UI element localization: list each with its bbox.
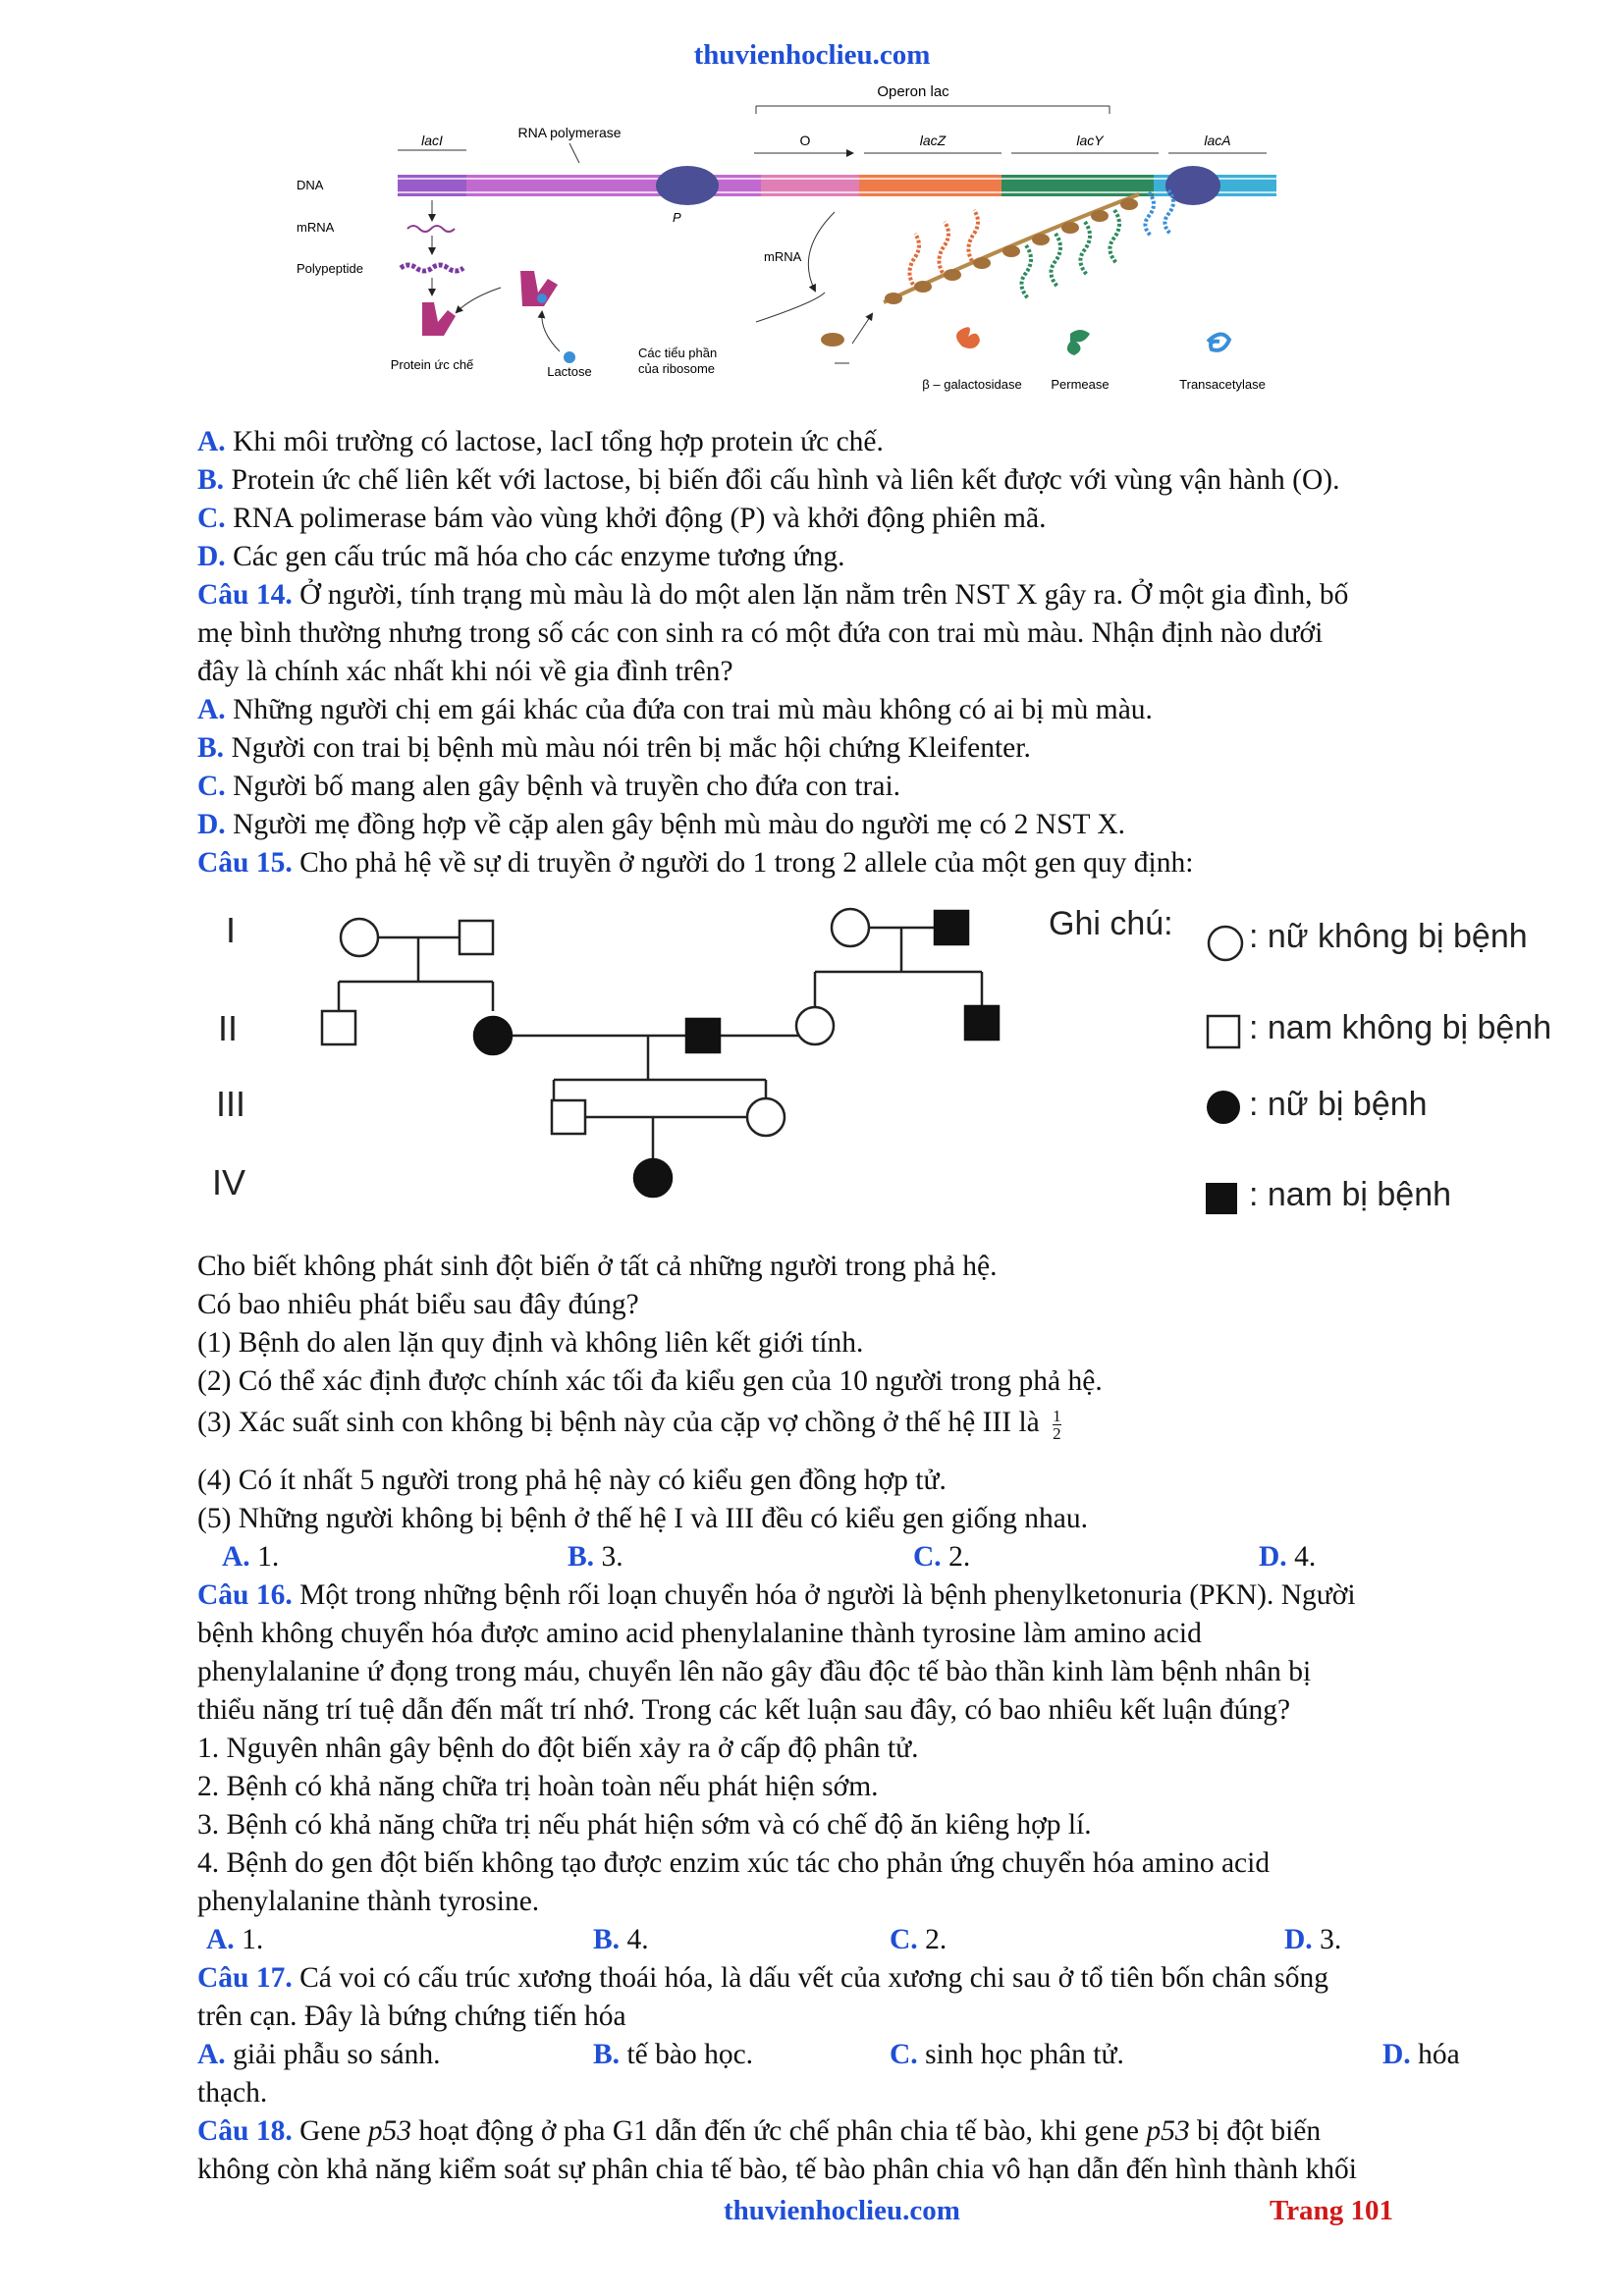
i2-male-unaffected bbox=[460, 921, 493, 954]
gen-label-iv: IV bbox=[212, 1162, 246, 1202]
ii3-male-affected bbox=[686, 1019, 720, 1052]
q16-stem-3: phenylalanine ứ đọng trong máu, chuyển lên não gây đầu độc tế bào thần kinh làm bệnh nhân bị bbox=[197, 1656, 1312, 1687]
q14-option-d: D. Người mẹ đồng hợp về cặp alen gây bệnh mù màu do người mẹ có 2 NST X. bbox=[197, 809, 1126, 840]
polypeptide-label: Polypeptide bbox=[297, 261, 363, 276]
q13-option-a: A. Khi môi trường có lactose, lacI tổng hợp protein ức chế. bbox=[197, 426, 884, 457]
rna-polymerase-shape bbox=[656, 166, 719, 205]
footer-page-number: Trang 101 bbox=[1270, 2195, 1393, 2226]
q15-statement-1: (1) Bệnh do alen lặn quy định và không liên kết giới tính. bbox=[197, 1327, 864, 1359]
gen-label-i: I bbox=[226, 910, 237, 950]
ribosome-label-1: Các tiểu phần bbox=[638, 346, 718, 360]
laca-label: lacA bbox=[1204, 133, 1231, 148]
q15-statement-5: (5) Những người không bị bệnh ở thế hệ I và III đều có kiểu gen giống nhau. bbox=[197, 1503, 1088, 1534]
q15-line-2: Có bao nhiêu phát biểu sau đây đúng? bbox=[197, 1289, 639, 1320]
operon-lac-figure bbox=[285, 77, 1384, 410]
ii2-female-affected bbox=[474, 1017, 512, 1054]
footer-site: thuvienhoclieu.com bbox=[724, 2195, 960, 2226]
legend-female-affected: : nữ bị bệnh bbox=[1249, 1086, 1428, 1123]
lacy-label: lacY bbox=[1076, 133, 1104, 148]
q16-stem-2: bệnh không chuyển hóa được amino acid phenylalanine thành tyrosine làm amino acid bbox=[197, 1618, 1202, 1649]
lacz-label: lacZ bbox=[919, 133, 947, 148]
permease-label: Permease bbox=[1051, 377, 1110, 392]
q15-answer-a: A. 1. bbox=[222, 1541, 280, 1573]
i4-male-affected bbox=[935, 911, 968, 944]
q17-answer-b: B. tế bào học. bbox=[593, 2039, 754, 2070]
q16-stem-1: Câu 16. Một trong những bệnh rối loạn chuyển hóa ở người là bệnh phenylketonuria (PKN). Người bbox=[197, 1579, 1356, 1611]
q18-stem-2: không còn khả năng kiểm soát sự phân chia tế bào, tế bào phân chia vô hạn dẫn đến hình thành khối bbox=[197, 2154, 1357, 2185]
q14-stem-3: đây là chính xác nhất khi nói về gia đình trên? bbox=[197, 656, 733, 687]
mrna-left-label: mRNA bbox=[297, 220, 335, 235]
q15-stem: Câu 15. Cho phả hệ về sự di truyền ở người do 1 trong 2 allele của một gen quy định: bbox=[197, 847, 1194, 879]
q16-conclusion-4-cont: phenylalanine thành tyrosine. bbox=[197, 1886, 540, 1917]
q14-stem-1: Câu 14. Ở người, tính trạng mù màu là do một alen lặn nằm trên NST X gây ra. Ở một gia đình, bố bbox=[197, 579, 1349, 611]
iv1-female-affected bbox=[634, 1159, 672, 1197]
i1-female-unaffected bbox=[341, 919, 378, 956]
legend-female-affected-icon bbox=[1207, 1091, 1240, 1124]
lactose-shape bbox=[564, 351, 575, 363]
q16-answer-d: D. 3. bbox=[1284, 1924, 1342, 1955]
q16-answer-a: A. 1. bbox=[206, 1924, 264, 1955]
ribosome-subunit-shape bbox=[821, 333, 844, 347]
ii5-male-affected bbox=[965, 1006, 999, 1040]
ii1-male-unaffected bbox=[322, 1011, 355, 1044]
fraction-one-half: $\frac{1}{2}$ bbox=[1053, 1406, 1061, 1443]
lactose-label: Lactose bbox=[547, 364, 592, 379]
gen-label-iii: III bbox=[216, 1084, 246, 1124]
q16-stem-4: thiểu năng trí tuệ dẫn đến mất trí nhớ. Trong các kết luận sau đây, có bao nhiêu kết luận đúng? bbox=[197, 1694, 1291, 1726]
q13-option-d: D. Các gen cấu trúc mã hóa cho các enzyme tương ứng. bbox=[197, 541, 845, 572]
q17-answer-c: C. sinh học phân tử. bbox=[890, 2039, 1124, 2070]
legend-female-unaffected: : nữ không bị bệnh bbox=[1249, 918, 1528, 955]
operon-title: Operon lac bbox=[877, 83, 949, 100]
q16-conclusion-2: 2. Bệnh có khả năng chữa trị hoàn toàn nếu phát hiện sớm. bbox=[197, 1771, 879, 1802]
q16-conclusion-4: 4. Bệnh do gen đột biến không tạo được enzim xúc tác cho phản ứng chuyển hóa amino acid bbox=[197, 1847, 1271, 1879]
legend-female-unaffected-icon bbox=[1209, 927, 1242, 960]
pedigree-chart bbox=[196, 883, 1620, 1227]
rna-polymerase-label: RNA polymerase bbox=[517, 125, 622, 140]
ribosome-label-2: của ribosome bbox=[638, 361, 716, 376]
q14-option-b: B. Người con trai bị bệnh mù màu nói trên bị mắc hội chứng Kleifenter. bbox=[197, 732, 1031, 764]
legend-male-unaffected: : nam không bị bệnh bbox=[1249, 1009, 1552, 1046]
q15-statement-3: (3) Xác suất sinh con không bị bệnh này của cặp vợ chồng ở thế hệ III là $\frac{1}{2}$ bbox=[197, 1406, 1061, 1443]
header-site: thuvienhoclieu.com bbox=[693, 39, 931, 71]
q15-answer-d: D. 4. bbox=[1259, 1541, 1317, 1573]
q14-option-a: A. Những người chị em gái khác của đứa con trai mù màu không có ai bị mù màu. bbox=[197, 694, 1153, 725]
gen-label-ii: II bbox=[218, 1008, 239, 1048]
q18-stem-1: Câu 18. Gene p53 hoạt động ở pha G1 dẫn đến ức chế phân chia tế bào, khi gene p53 bị đột biến bbox=[197, 2115, 1322, 2147]
q13-option-b: B. Protein ức chế liên kết với lactose, bị biến đổi cấu hình và liên kết được với vùng vận hành (O). bbox=[197, 464, 1340, 496]
beta-galactosidase-shape bbox=[956, 327, 980, 348]
promoter-label: P bbox=[673, 210, 681, 225]
q16-answer-b: B. 4. bbox=[593, 1924, 649, 1955]
q17-stem-1: Câu 17. Cá voi có cấu trúc xương thoái hóa, là dấu vết của xương chi sau ở tổ tiên bốn chân sống bbox=[197, 1962, 1329, 1994]
q15-statement-2: (2) Có thể xác định được chính xác tối đa kiểu gen của 10 người trong phả hệ. bbox=[197, 1365, 1103, 1397]
ii4-female-unaffected bbox=[796, 1007, 834, 1044]
legend-male-affected: : nam bị bệnh bbox=[1249, 1176, 1452, 1213]
laci-label: lacI bbox=[421, 133, 443, 148]
legend-male-unaffected-icon bbox=[1208, 1016, 1239, 1047]
q15-statement-4: (4) Có ít nhất 5 người trong phả hệ này có kiểu gen đồng hợp tử. bbox=[197, 1465, 947, 1496]
q15-line-1: Cho biết không phát sinh đột biến ở tất cả những người trong phả hệ. bbox=[197, 1251, 998, 1282]
q14-stem-2: mẹ bình thường nhưng trong số các con sinh ra có một đứa con trai mù màu. Nhận định nào dưới bbox=[197, 617, 1324, 649]
dna-label: DNA bbox=[297, 178, 324, 192]
q13-option-c: C. RNA polimerase bám vào vùng khởi động (P) và khởi động phiên mã. bbox=[197, 503, 1047, 534]
q17-answer-d: D. hóa bbox=[1382, 2039, 1460, 2070]
q17-answer-a: A. giải phẫu so sánh. bbox=[197, 2039, 441, 2070]
q16-conclusion-1: 1. Nguyên nhân gây bệnh do đột biến xảy ra ở cấp độ phân tử. bbox=[197, 1733, 919, 1764]
iii2-female-unaffected bbox=[747, 1098, 785, 1136]
operator-label: O bbox=[799, 133, 811, 148]
permease-shape bbox=[1067, 330, 1090, 355]
repressor-label: Protein ức chế bbox=[390, 357, 474, 372]
legend-male-affected-icon bbox=[1206, 1183, 1237, 1214]
q17-stem-2: trên cạn. Đây là bứng chứng tiến hóa bbox=[197, 2001, 626, 2032]
i3-female-unaffected bbox=[832, 909, 869, 946]
q16-conclusion-3: 3. Bệnh có khả năng chữa trị nếu phát hiện sớm và có chế độ ăn kiêng hợp lí. bbox=[197, 1809, 1092, 1841]
bgal-label: β – galactosidase bbox=[922, 377, 1022, 392]
transacetylase-shape bbox=[1208, 334, 1229, 349]
iii1-male-unaffected bbox=[552, 1100, 585, 1134]
q17-answer-d-wrap: thạch. bbox=[197, 2077, 268, 2109]
q16-answer-c: C. 2. bbox=[890, 1924, 947, 1955]
mrna-mid-label: mRNA bbox=[764, 249, 802, 264]
repressor-protein-shape bbox=[422, 302, 456, 336]
q15-answer-b: B. 3. bbox=[568, 1541, 623, 1573]
legend-title: Ghi chú: bbox=[1049, 905, 1173, 942]
transacetylase-label: Transacetylase bbox=[1179, 377, 1266, 392]
q15-answer-c: C. 2. bbox=[913, 1541, 971, 1573]
q14-option-c: C. Người bố mang alen gây bệnh và truyền cho đứa con trai. bbox=[197, 771, 901, 802]
